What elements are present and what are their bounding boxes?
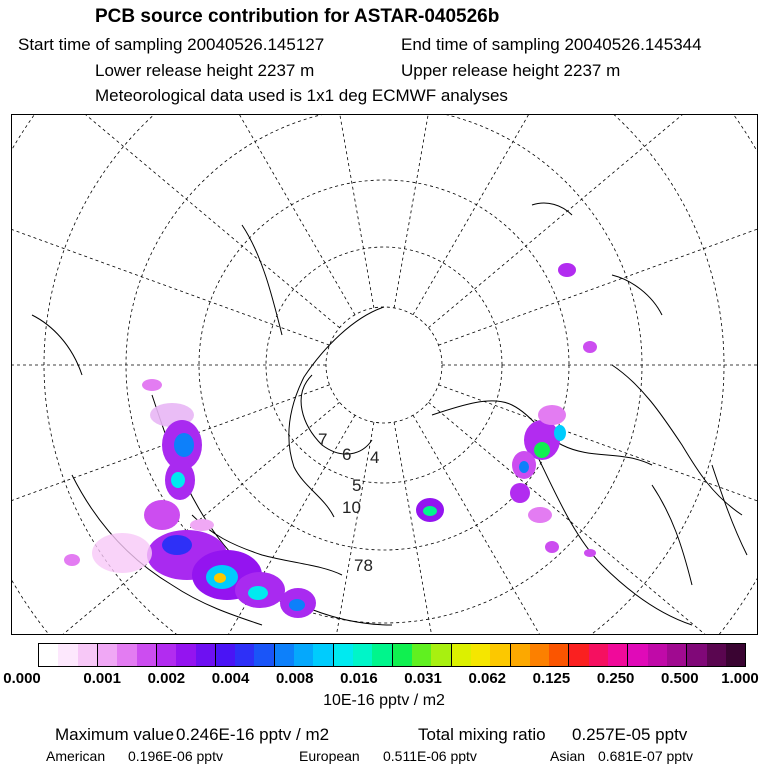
meridian-line	[12, 115, 340, 328]
map-label: 7	[318, 430, 328, 449]
meridian-line	[413, 115, 757, 315]
start-time: Start time of sampling 20040526.145127	[18, 35, 325, 54]
total-mixing-label: Total mixing ratio	[418, 725, 546, 744]
colorbar-tick-label: 0.004	[211, 670, 250, 687]
colorbar-tick-label: 0.125	[532, 670, 571, 687]
map-labels	[318, 430, 379, 575]
colorbar-tick-label: 1.000	[721, 670, 759, 687]
meridian-line	[228, 115, 374, 308]
colorbar-tick-label: 0.008	[275, 670, 314, 687]
european-value: 0.511E-06 pptv	[383, 748, 477, 764]
colorbar-swatch	[608, 644, 628, 666]
colorbar-swatch	[334, 644, 353, 666]
meridian-line	[439, 115, 757, 345]
colorbar-swatch	[137, 644, 157, 666]
map-label: 4	[370, 448, 380, 467]
colorbar-swatch	[372, 644, 392, 666]
colorbar-swatch	[707, 644, 726, 666]
plume-west	[64, 379, 316, 618]
colorbar-swatch	[628, 644, 647, 666]
map-title: PCB source contribution for ASTAR-040526b	[95, 6, 500, 27]
meridian-line	[413, 415, 757, 634]
meridian-line	[428, 402, 757, 634]
colorbar-swatch	[216, 644, 235, 666]
european-label: European	[299, 748, 360, 764]
american-value: 0.196E-06 pptv	[128, 748, 223, 764]
colorbar-swatch	[648, 644, 667, 666]
colorbar-swatch	[667, 644, 687, 666]
meridian-line	[394, 115, 540, 308]
colorbar-swatch	[471, 644, 490, 666]
colorbar-swatch	[313, 644, 333, 666]
colorbar-swatch	[157, 644, 176, 666]
colorbar-tick-label: 0.250	[596, 670, 635, 687]
upper-release-height: Upper release height 2237 m	[401, 61, 621, 80]
colorbar-swatch	[235, 644, 254, 666]
colorbar-swatch	[687, 644, 706, 666]
colorbar-tick-label: 0.001	[83, 670, 121, 687]
map-label: 78	[354, 556, 373, 575]
colorbar-tick-label: 0.000	[3, 670, 41, 687]
colorbar-swatch	[254, 644, 274, 666]
max-value: 0.246E-16 pptv / m2	[176, 725, 330, 744]
colorbar-swatch	[511, 644, 530, 666]
colorbar-swatch	[117, 644, 136, 666]
met-data-note: Meteorological data used is 1x1 deg ECMWF analyses	[95, 86, 508, 105]
colorbar-swatch	[196, 644, 216, 666]
colorbar-swatch	[98, 644, 117, 666]
meridian-line	[428, 115, 757, 328]
polar-map	[11, 114, 758, 635]
end-time: End time of sampling 20040526.145344	[401, 35, 702, 54]
colorbar-swatch	[58, 644, 77, 666]
colorbar-tick-label: 0.500	[661, 670, 699, 687]
colorbar-swatch	[353, 644, 372, 666]
colorbar-swatch	[589, 644, 608, 666]
colorbar-unit: 10E-16 pptv / m2	[323, 692, 445, 709]
colorbar-tick-label: 0.016	[340, 670, 378, 687]
total-mixing-value: 0.257E-05 pptv	[572, 725, 688, 744]
colorbar-swatch	[569, 644, 588, 666]
colorbar-swatch	[726, 644, 745, 666]
colorbar-swatch	[530, 644, 549, 666]
asian-label: Asian	[550, 748, 586, 764]
colorbar	[38, 643, 746, 667]
colorbar-swatch	[431, 644, 451, 666]
colorbar-swatch	[412, 644, 431, 666]
max-value-label: Maximum value	[55, 725, 175, 744]
colorbar-swatch	[452, 644, 471, 666]
colorbar-swatch	[294, 644, 313, 666]
colorbar-swatch	[275, 644, 294, 666]
colorbar-swatch	[490, 644, 510, 666]
colorbar-tick-label: 0.031	[404, 670, 442, 687]
colorbar-ticks	[0, 670, 768, 690]
colorbar-tick-label: 0.002	[147, 670, 186, 687]
meridian-line	[439, 385, 757, 634]
lower-release-height: Lower release height 2237 m	[95, 61, 315, 80]
asian-value: 0.681E-07 pptv	[598, 748, 693, 764]
polar-map-canvas	[12, 115, 757, 634]
colorbar-swatch	[39, 644, 58, 666]
map-label: 5	[352, 476, 362, 495]
colorbar-swatch	[78, 644, 98, 666]
map-label: 6	[342, 445, 352, 464]
colorbar-swatch	[393, 644, 412, 666]
american-label: American	[46, 748, 106, 764]
meridian-line	[12, 115, 329, 345]
concentration-field	[64, 263, 597, 618]
map-label: 10	[342, 498, 361, 517]
colorbar-tick-label: 0.062	[468, 670, 507, 687]
colorbar-swatch	[549, 644, 569, 666]
meridian-line	[12, 115, 355, 315]
colorbar-swatch	[176, 644, 195, 666]
